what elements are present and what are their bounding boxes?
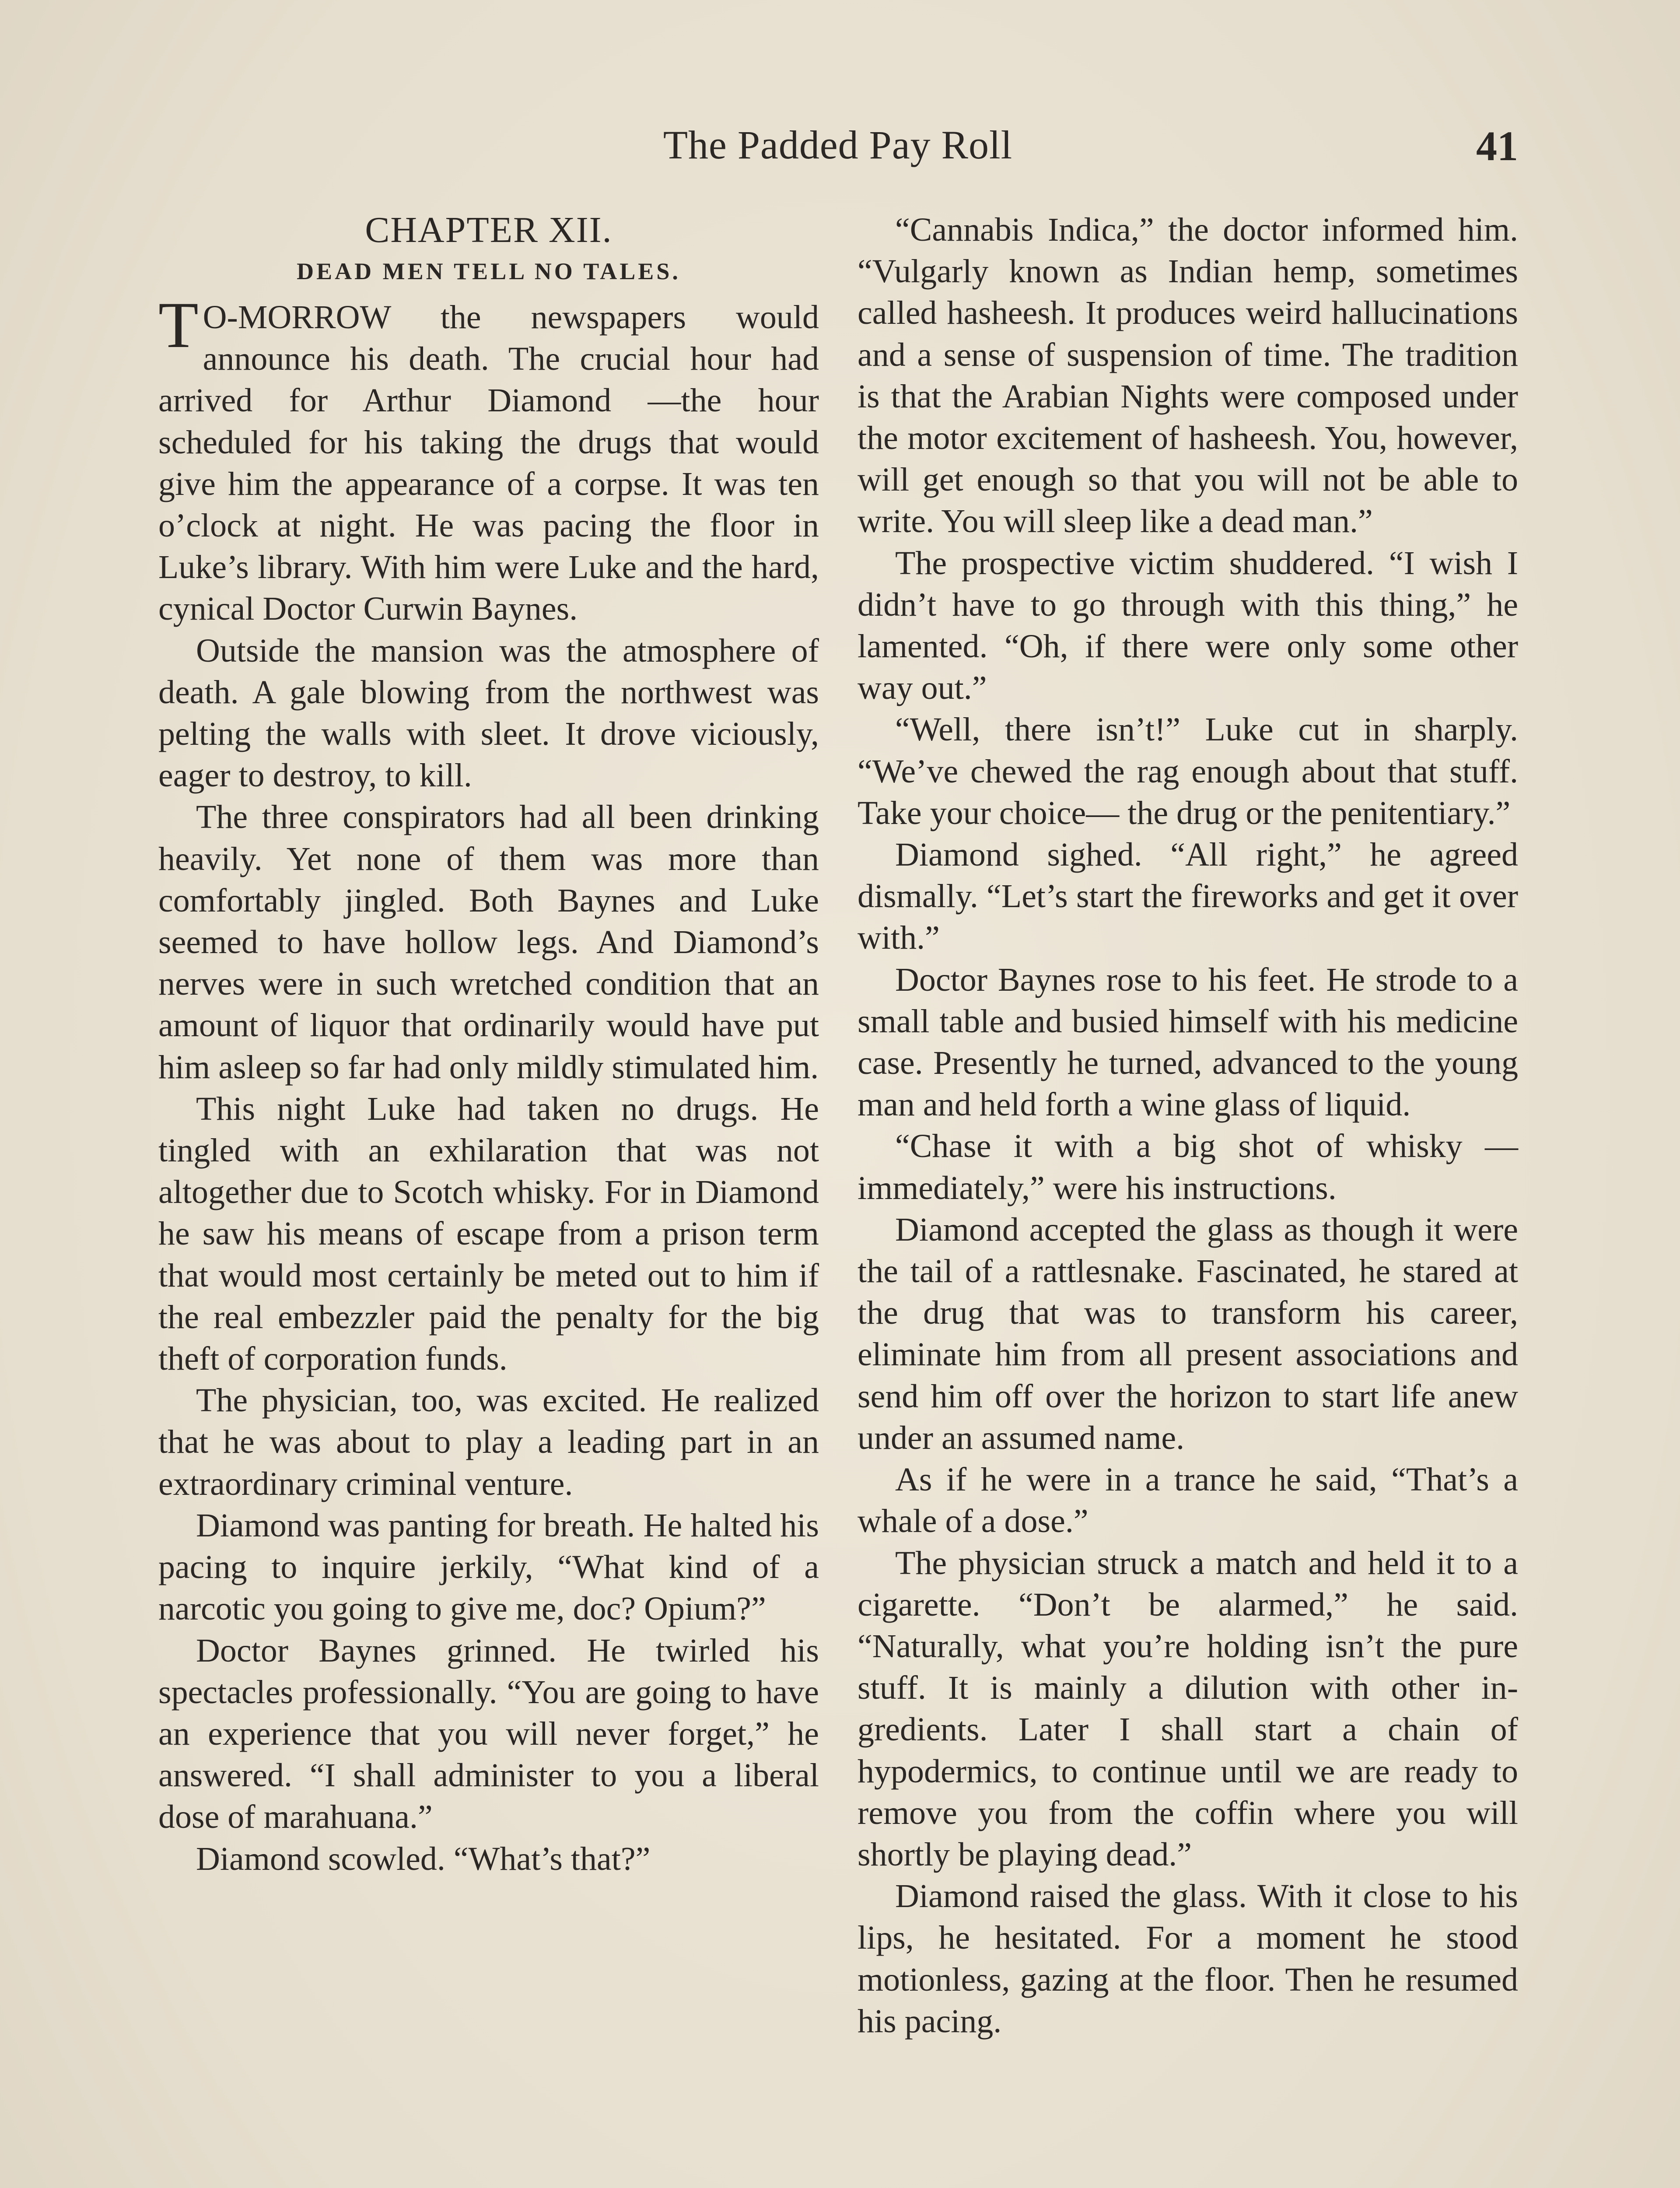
paragraph: The three conspirators had all been drinking heavily. Yet none of them was more than comfortably jingled. Both Baynes and Luke seemed to have hollow legs. And Diamond’s nerves were in such wretched condition that an amount of liquor that ordinarily would have put him asleep so far had only mildly stimulated him.	[158, 799, 819, 1086]
paragraph: Doctor Baynes rose to his feet. He strode to a small table and busied himself with his medicine case. Presently he turned, advanced to the young man and held forth a wine glass of liquid.	[858, 961, 1518, 1123]
paragraph: This night Luke had taken no drugs. He tingled with an exhilaration that was not altogether due to Scotch whisky. For in Diamond he saw his means of escape from a prison term that would most certainly be meted out to him if the real embezzler paid the penalty for the big theft of corporation funds.	[158, 1090, 819, 1378]
paragraph: Outside the mansion was the atmosphere of death. A gale blowing from the northwest was pelting the walls with sleet. It drove viciously, eager to destroy, to kill.	[158, 632, 819, 794]
page-number: 41	[1476, 123, 1518, 169]
paragraph: As if he were in a trance he said, “That’s a whale of a dose.”	[858, 1461, 1518, 1540]
paragraph: Diamond raised the glass. With it close to his lips, he hesitated. For a moment he stood motionless, gazing at the floor. Then he resumed his pacing.	[858, 1878, 1518, 2040]
running-title: The Padded Pay Roll	[663, 123, 1013, 167]
chapter-title: CHAPTER XII.	[365, 210, 612, 250]
paragraph: “Cannabis Indica,” the doctor informed him. “Vulgarly known as Indian hemp, sometimes called hasheesh. It produces weird hallucinations and a sense of suspension of time. The tradition is that the Arabian Nights were composed under the motor excitement of hasheesh. You, however, will get enough so that you will not be able to write. You will sleep like a dead man.”	[858, 211, 1518, 540]
paragraph-text: O-MORROW the newspapers would announce his death. The crucial hour had arrived for Arthur Diamond —the hour scheduled for his taking the drugs that would give him the appearance of a corpse. It was ten o’clock at night. He was pacing the floor in Luke’s library. With him were Luke and the hard, cynical Doctor Curwin Baynes.	[158, 299, 819, 628]
chapter-subtitle: DEAD MEN TELL NO TALES.	[297, 258, 681, 284]
paragraph: Diamond accepted the glass as though it were the tail of a rattlesnake. Fascinated, he stared at the drug that was to transform his career, eliminate him from all present associations and send him off over the horizon to start life anew under an assumed name.	[858, 1211, 1518, 1456]
paragraph: Diamond sighed. “All right,” he agreed dismally. “Let’s start the fireworks and get it over with.”	[858, 836, 1518, 957]
paragraph: “Chase it with a big shot of whisky —immediately,” were his instructions.	[858, 1128, 1518, 1206]
left-column	[158, 209, 819, 1880]
paragraph: Diamond was panting for breath. He halted his pacing to inquire jerkily, “What kind of a narcotic you going to give me, doc? Opium?”	[158, 1507, 819, 1627]
paragraph: Doctor Baynes grinned. He twirled his spectacles professionally. “You are going to have an experience that you will never forget,” he answered. “I shall administer to you a liberal dose of marahuana.”	[158, 1632, 819, 1836]
paragraph	[158, 289, 819, 630]
page-header	[158, 122, 1518, 179]
paragraph: “Well, there isn’t!” Luke cut in sharply. “We’ve chewed the rag enough about that stuff. Take your choice— the drug or the penitentiary.”	[858, 711, 1518, 831]
drop-cap: T	[158, 289, 199, 361]
paragraph: The prospective victim shuddered. “I wish I didn’t have to go through with this thing,” he lamented. “Oh, if there were only some other way out.”	[858, 544, 1518, 707]
paragraph: The physician, too, was excited. He realized that he was about to play a leading part in an extraordinary criminal venture.	[158, 1382, 819, 1502]
paragraph: Diamond scowled. “What’s that?”	[196, 1840, 651, 1877]
paragraph: The physician struck a match and held it to a cigarette. “Don’t be alarmed,” he said. “Naturally, what you’re holding isn’t the pure stuff. It is mainly a dilution with other ingredients. Later I shall start a chain of hypodermics, to continue until we are ready to remove you from the coffin where you will shortly be playing dead.”	[858, 1544, 1518, 1873]
right-column	[858, 209, 1518, 2042]
